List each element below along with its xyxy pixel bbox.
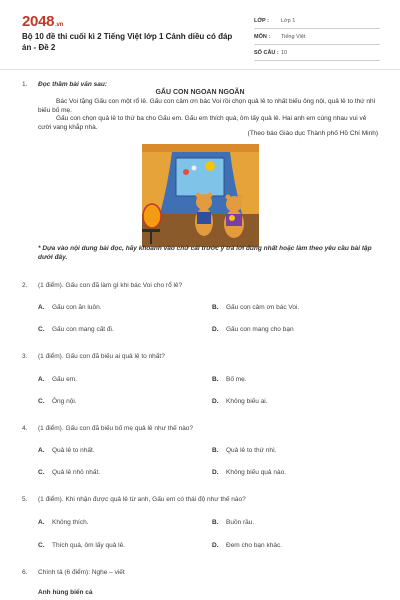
question-number: 3.: [22, 353, 28, 360]
question-text: Chính tả (6 điểm): Nghe – viết: [38, 569, 125, 576]
question-number: 1.: [22, 81, 28, 88]
question-5: [22, 496, 378, 506]
option-text: Gấu em.: [52, 376, 77, 383]
dictation-title: Anh hùng biển cả: [38, 589, 93, 596]
question-text: (1 điểm). Khi nhận được quả lê từ anh, Gấu em có thái độ như thế nào?: [38, 496, 246, 503]
basket-icon: [143, 204, 161, 228]
option-b[interactable]: [212, 376, 247, 383]
option-c[interactable]: [38, 542, 125, 549]
option-letter: B.: [212, 519, 219, 526]
meta-key: MÔN :: [254, 33, 271, 40]
option-letter: C.: [38, 326, 45, 333]
option-a[interactable]: [38, 304, 102, 311]
option-d[interactable]: [212, 398, 268, 405]
table-leg: [150, 232, 152, 244]
question-2: [22, 282, 378, 292]
option-a[interactable]: [38, 447, 95, 454]
option-letter: C.: [38, 469, 45, 476]
bear-ear: [208, 193, 213, 198]
question-text: (1 điểm). Gấu con đã làm gì khi bác Voi cho rổ lê?: [38, 282, 183, 289]
option-text: Bố mẹ.: [226, 376, 247, 383]
option-c[interactable]: [38, 398, 77, 405]
option-d[interactable]: [212, 469, 286, 476]
logo-text: 2048: [22, 13, 55, 30]
option-b[interactable]: [212, 304, 299, 311]
option-letter: D.: [212, 542, 219, 549]
story-source: (Theo báo Giáo dục Thành phố Hồ Chí Minh): [247, 130, 378, 137]
option-text: Không thích.: [52, 519, 89, 526]
question-number: 6.: [22, 569, 28, 576]
meta-table: [254, 13, 380, 61]
option-letter: B.: [212, 304, 219, 311]
story-paragraph-2: Gấu con chọn quả lê to thứ ba cho Gấu em. Gấu em thích quá, ôm lấy quả lê. Hai anh em cùng nhau vui vẻ cười vang khắp nhà.: [38, 115, 367, 131]
meta-value: Lớp 1: [281, 17, 296, 24]
story-paragraph-1: Bác Voi tặng Gấu con một rổ lê. Gấu con cảm ơn bác Voi rồi chọn quả lê to nhất biếu ông nội, quả lê to thứ nhì biếu bố mẹ.: [38, 98, 376, 114]
option-text: Gấu con cảm ơn bác Voi.: [226, 304, 300, 311]
meta-row-count: [254, 45, 380, 61]
question-number: 4.: [22, 425, 28, 432]
option-letter: B.: [212, 376, 219, 383]
question-number: 5.: [22, 496, 28, 503]
option-c[interactable]: [38, 469, 100, 476]
option-b[interactable]: [212, 519, 254, 526]
sun-icon: [205, 161, 215, 171]
meta-value: Tiếng Việt: [281, 33, 306, 40]
meta-key: SỐ CÂU :: [254, 49, 279, 56]
bear-ear: [196, 193, 201, 198]
curtain-rail: [142, 144, 259, 152]
option-letter: A.: [38, 519, 45, 526]
option-letter: D.: [212, 398, 219, 405]
option-text: Quả lê to nhất.: [52, 447, 95, 454]
flower-icon: [192, 166, 197, 171]
meta-row-class: [254, 13, 380, 29]
question-number: 2.: [22, 282, 28, 289]
option-text: Không biếu quả nào.: [226, 469, 286, 476]
option-a[interactable]: [38, 376, 77, 383]
instruction-note: * Dựa vào nội dung bài đọc, hãy khoanh vào chữ cái trước ý trả lời đúng nhất hoặc làm theo yêu cầu bài tập dưới đây.: [38, 245, 372, 261]
question-prompt: Đọc thầm bài văn sau:: [38, 81, 107, 88]
document-title: Bộ 10 đề thi cuối kì 2 Tiếng Việt lớp 1 Cánh diều có đáp án - Đề 2: [22, 32, 233, 52]
option-text: Gấu con ăn luôn.: [52, 304, 102, 311]
pear-icon: [229, 215, 235, 221]
meta-key: LỚP :: [254, 17, 269, 24]
option-text: Đem cho bạn khác.: [226, 542, 283, 549]
option-text: Quả lê nhỏ nhất.: [52, 469, 101, 476]
option-a[interactable]: [38, 519, 89, 526]
option-letter: B.: [212, 447, 219, 454]
option-text: Không biếu ai.: [226, 398, 268, 405]
option-text: Gấu con mang cất đi.: [52, 326, 114, 333]
logo-tld: .vn: [55, 22, 63, 28]
option-d[interactable]: [212, 542, 282, 549]
window: [176, 158, 224, 196]
option-letter: A.: [38, 304, 45, 311]
option-c[interactable]: [38, 326, 114, 333]
table-icon: [142, 229, 160, 232]
option-text: Buồn rầu.: [226, 519, 255, 526]
question-3: [22, 353, 378, 363]
small-bear-ear: [226, 195, 231, 200]
option-text: Thích quá, ôm lấy quả lê.: [52, 542, 125, 549]
option-d[interactable]: [212, 326, 294, 333]
story-illustration: [142, 144, 259, 247]
option-text: Ông nội.: [52, 398, 77, 405]
option-letter: A.: [38, 447, 45, 454]
flower-icon: [183, 169, 189, 175]
small-bear-ear: [238, 195, 243, 200]
option-letter: C.: [38, 398, 45, 405]
story-title: GẤU CON NGOAN NGOÃN: [155, 89, 245, 96]
meta-row-subject: [254, 29, 380, 45]
question-text: (1 điểm). Gấu con đã biếu ai quả lê to nhất?: [38, 353, 165, 360]
option-letter: C.: [38, 542, 45, 549]
header-divider: [0, 69, 400, 70]
bear-shirt: [197, 212, 211, 224]
option-letter: D.: [212, 326, 219, 333]
option-text: Quả lê to thứ nhì.: [226, 447, 277, 454]
option-letter: D.: [212, 469, 219, 476]
option-b[interactable]: [212, 447, 277, 454]
question-4: [22, 425, 378, 435]
option-text: Gấu con mang cho bạn: [226, 326, 294, 333]
meta-value: 10: [281, 49, 288, 56]
question-6: [22, 569, 378, 579]
option-letter: A.: [38, 376, 45, 383]
site-logo[interactable]: [22, 13, 63, 30]
question-text: (1 điểm). Gấu con đã biếu bố mẹ quả lê như thế nào?: [38, 425, 194, 432]
